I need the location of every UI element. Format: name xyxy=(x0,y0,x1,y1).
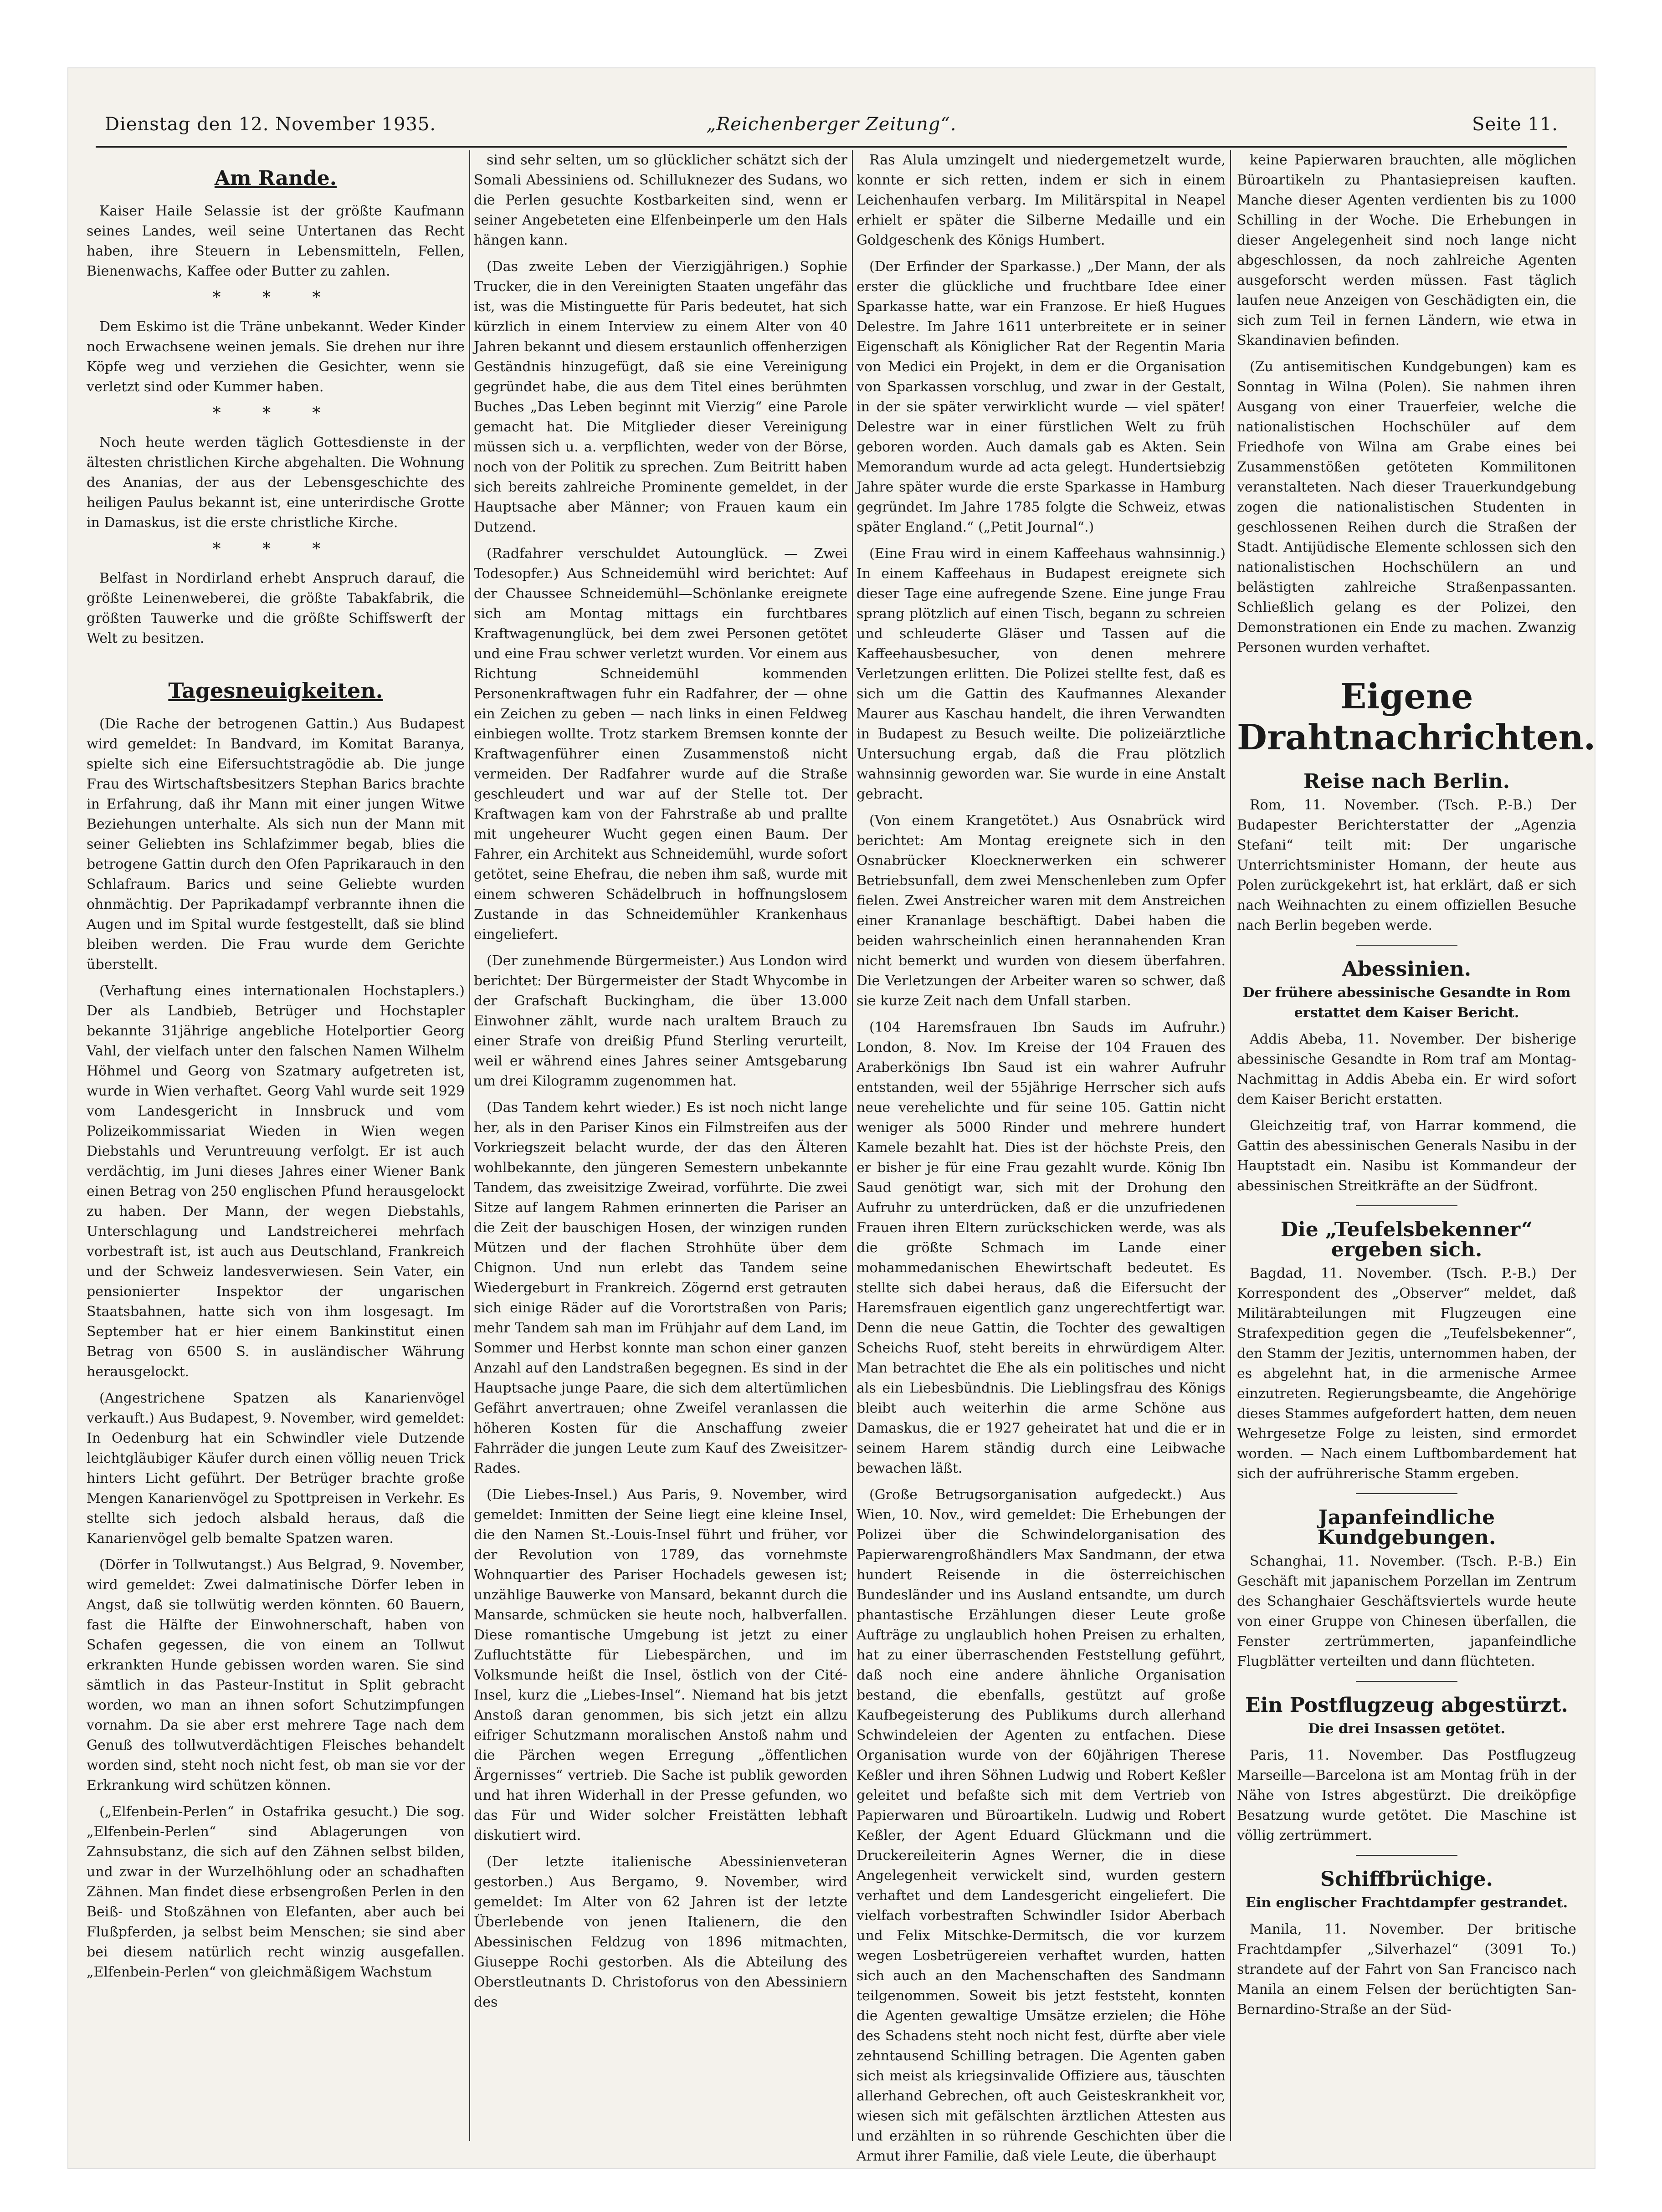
newspaper-title: „Reichenberger Zeitung“. xyxy=(706,114,957,135)
article-paragraph: keine Papierwaren brauchten, alle möglichen Büroartikeln zu Phantasiepreisen kauften. Manche dieser Agenten verdienten bis zu 1000 Schilling in der Woche. Die Erhebungen in dieser Angelegenheit sind noch lange nicht abgeschlossen, da noch zahlreiche Agenten ausgeforscht werden müssen. Fast täglich laufen neue Anzeigen von Geschädigten ein, die sich zum Teil in fernen Ländern, wie etwa in Skandinavien befinden. xyxy=(1237,152,1576,348)
article-paragraph: (Radfahrer verschuldet Autounglück. — Zwei Todesopfer.) Aus Schneidemühl wird berichtet: Auf der Chaussee Schneidemühl—Schönlanke ereignete sich am Montag mittags ein furchtbares Kraftwagenunglück, bei dem zwei Personen getötet und eine Frau schwer verletzt wurden. Vor einem aus Richtung Schneidemühl kommenden Personenkraftwagen fuhr ein Radfahrer, der — ohne ein Zeichen zu geben — nach links in einen Feldweg einbiegen wollte. Trotz starkem Bremsen konnte der Kraftwagenführer einen Zusammenstoß nicht vermeiden. Der Radfahrer wurde auf die Straße geschleudert und war auf der Stelle tot. Der Kraftwagen kam von der Fahrstraße ab und prallte mit ungeheurer Wucht gegen einen Baum. Der Fahrer, ein Architekt aus Schneidemühl, wurde sofort getötet, seine Ehefrau, die neben ihm saß, wurde mit einem schweren Schädelbruch in hoffnungslosem Zustande in das Schneidemühler Krankenhaus eingeliefert. xyxy=(474,546,847,942)
issue-date: Dienstag den 12. November 1935. xyxy=(105,114,436,135)
article-paragraph: Gleichzeitig traf, von Harrar kommend, die Gattin des abessinischen Generals Nasibu in der Hauptstadt ein. Nasibu ist Kommandeur der abessinischen Streitkräfte an der Südfront. xyxy=(1237,1118,1576,1194)
article-paragraph: (Von einem Krangetötet.) Aus Osnabrück wird berichtet: Am Montag ereignete sich in den Osnabrücker Kloecknerwerken ein schwerer Betriebsunfall, dem zwei Menschenleben zum Opfer fielen. Zwei Anstreicher waren mit dem Anstreichen einer Krananlage beschäftigt. Dabei haben die beiden wahrscheinlich einen herannahenden Kran nicht bemerkt und wurden von diesem überfahren. Die Verletzungen der Arbeiter waren so schwer, daß sie kurze Zeit nach dem Unfall starben. xyxy=(857,813,1226,1009)
separator-stars: * * * xyxy=(212,404,339,423)
news-headline: Ein Postflugzeug abgestürzt. xyxy=(1245,1694,1568,1717)
column-divider xyxy=(469,150,470,2141)
article-paragraph: Ras Alula umzingelt und niedergemetzelt wurde, konnte er sich retten, indem er sich in einem Leichenhaufen verbarg. Im Militärspital in Neapel erhielt er später die Silberne Medaille und ein Goldgeschenk des Königs Humbert. xyxy=(857,152,1226,248)
news-subheadline: Ein englischer Frachtdampfer gestrandet. xyxy=(1245,1895,1568,1911)
page-number: Seite 11. xyxy=(1472,114,1558,135)
tagesneuigkeiten-heading: Tagesneuigkeiten. xyxy=(168,678,383,703)
column-divider xyxy=(1230,150,1231,2141)
article-paragraph: (Angestrichene Spatzen als Kanarienvögel verkauft.) Aus Budapest, 9. November, wird gemeldet: In Oedenburg hat ein Schwindler viele Dutzende leichtgläubiger Käufer durch einen völlig neuen Trick hinters Licht geführt. Der Betrüger brachte große Mengen Kanarienvögel zu Spottpreisen in Verkehr. Es stellte sich jedoch alsbald heraus, daß die Kanarienvögel gelb bemalte Spatzen waren. xyxy=(87,1390,465,1546)
article-paragraph: Bagdad, 11. November. (Tsch. P.-B.) Der Korrespondent des „Observer“ meldet, daß Militärabteilungen mit Flugzeugen eine Strafexpedition gegen die „Teufelsbekenner“, den Stamm der Jezitis, unternommen haben, der es abgelehnt hat, in die armenische Armee einzutreten. Regierungsbeamte, die Angehörige dieses Stammes aufgefordert hatten, dem neuen Wehrgesetze Folge zu leisten, sind ermordet worden. — Nach einem Luftbombardement hat sich der aufrührerische Stamm ergeben. xyxy=(1237,1265,1576,1482)
article-paragraph: (Dörfer in Tollwutangst.) Aus Belgrad, 9. November, wird gemeldet: Zwei dalmatinische Dörfer leben in Angst, daß sie tollwütig werden könnten. 60 Bauern, fast die Hälfte der Einwohnerschaft, haben von Schafen gegessen, die von einem an Tollwut erkrankten Hunde gebissen worden waren. Sie sind sämtlich in das Pasteur-Institut in Split gebracht worden, wo man an ihnen sofort Schutzimpfungen vornahm. Da sie aber erst mehrere Tage nach dem Genuß des tollwutverdächtigen Fleisches behandelt worden sind, steht noch nicht fest, ob man sie vor der Erkrankung wird schützen können. xyxy=(87,1557,465,1793)
separator-line xyxy=(1356,1205,1458,1206)
separator-line xyxy=(1356,945,1458,946)
news-headline: Schiffbrüchige. xyxy=(1320,1868,1493,1891)
article-paragraph: (Eine Frau wird in einem Kaffeehaus wahnsinnig.) In einem Kaffeehaus in Budapest ereignete sich dieser Tage eine aufregende Szene. Eine junge Frau sprang plötzlich auf einen Tisch, begann zu schreien und schleuderte Gläser und Tassen auf die Kaffeehausbesucher, von denen mehrere Verletzungen erlitten. Die Polizei stellte fest, daß es sich um die Gattin des Kaufmannes Alexander Maurer aus Kaschau handelt, die ihren Verwandten in Budapest zu Besuch weilte. Die polizeiärztliche Untersuchung ergab, daß die Frau plötzlich wahnsinnig geworden war. Sie wurde in eine Anstalt gebracht. xyxy=(857,546,1226,802)
article-paragraph: Paris, 11. November. Das Postflugzeug Marseille—Barcelona ist am Montag früh in der Nähe von Istres abgestürzt. Die dreiköpfige Besatzung wurde getötet. Die Maschine ist völlig zertrümmert. xyxy=(1237,1747,1576,1843)
article-paragraph: (Der zunehmende Bürgermeister.) Aus London wird berichtet: Der Bürgermeister der Stadt Whycombe in der Grafschaft Buckingham, die über 13.000 Einwohner zählt, wurde nach uraltem Brauch zu einer Strafe von dreißig Pfund Sterling verurteilt, weil er während eines Jahres seiner Amtsgebarung um drei Kilogramm zugenommen hat. xyxy=(474,953,847,1089)
article-paragraph: (104 Haremsfrauen Ibn Sauds im Aufruhr.) London, 8. Nov. Im Kreise der 104 Frauen des Araberkönigs Ibn Saud ist ein wahrer Aufruhr entstanden, weil der 55jährige Herrscher sich aufs neue verehelichte und für seine 105. Gattin nicht weniger als 5000 Rinder und mehrere hundert Kamele bezahlt hat. Dies ist der höchste Preis, den er bisher je für eine Frau gezahlt wurde. König Ibn Saud genötigt war, sich mit der Drohung den Aufruhr zu unterdrücken, daß er die unzufriedenen Frauen ihren Eltern zurückschicken werde, was als die größte Schmach im Lande einer mohammedanischen Ehewirtschaft bedeutet. Es stellte sich dabei heraus, daß die Eifersucht der Haremsfrauen eigentlich ganz ungerechtfertigt war. Denn die neue Gattin, die Tochter des gewaltigen Scheichs Ruof, steht bereits in ehrwürdigem Alter. Man betrachtet die Ehe als ein politisches und nicht als ein Liebesbündnis. Die Lieblingsfrau des Königs bleibt auch weiterhin die arme Schöne aus Damaskus, die er 1927 geheiratet hat und die er in seinem Harem ständig durch eine Leibwache bewachen läßt. xyxy=(857,1019,1226,1476)
article-paragraph: (Der Erfinder der Sparkasse.) „Der Mann, der als erster die glückliche und fruchtbare Idee einer Sparkasse hatte, war ein Franzose. Er hieß Hugues Delestre. Im Jahre 1611 unterbreitete er in seiner Eigenschaft als Königlicher Rat der Regentin Maria von Medici ein Projekt, in dem er die Organisation von Sparkassen vorschlug, und zwar in der Gestalt, in der sie später verwirklicht wurde — viel später! Delestre war in einer fürstlichen Welt zu früh geboren worden. Auch damals gab es Akten. Sein Memorandum wurde ad acta gelegt. Hundertsiebzig Jahre später wurde die erste Sparkasse in Hamburg gegründet. Im Jahre 1785 folgte die Schweiz, etwas später England.“ („Petit Journal“.) xyxy=(857,259,1226,535)
news-subheadline: Die drei Insassen getötet. xyxy=(1308,1721,1506,1737)
article-paragraph: (Verhaftung eines internationalen Hochstaplers.) Der als Landbieb, Betrüger und Hochstapler bekannte 31jährige angebliche Hotelportier Georg Vahl, der vielfach unter den falschen Namen Wilhelm Höhmel und Georg von Szatmary aufgetreten ist, wurde in Wien verhaftet. Georg Vahl wurde seit 1929 vom Landesgericht in Innsbruck und vom Polizeikommissariat Wieden in Wien wegen Diebstahls und Veruntreuung verfolgt. Er ist auch verdächtig, im Juni dieses Jahres einer Wiener Bank einen Betrag von 250 englischen Pfund herausgelockt zu haben. Der Mann, der wegen Diebstahls, Unterschlagung und Landstreicherei mehrfach vorbestraft ist, ist auch aus Deutschland, Frankreich und der Schweiz landesverwiesen. Sein Vater, ein pensionierter Inspektor der ungarischen Staatsbahnen, hatte sich von ihm losgesagt. Im September hat er hier einem Bankinstitut einen Betrag von 6500 S. in ausländischer Währung herausgelockt. xyxy=(87,983,465,1380)
article-paragraph: (Der letzte italienische Abessinienveteran gestorben.) Aus Bergamo, 9. November, wird gemeldet: Im Alter von 62 Jahren ist der letzte Überlebende von jenen Italienern, die den Abessinischen Feldzug von 1896 mitmachten, Giuseppe Rochi gestorben. Als die Abteilung des Oberstleutnants D. Christoforus von den Abessiniern des xyxy=(474,1854,847,2010)
news-headline: Abessinien. xyxy=(1342,958,1472,981)
article-paragraph: Dem Eskimo ist die Träne unbekannt. Weder Kinder noch Erwachsene weinen jemals. Sie drehen nur ihre Köpfe weg und verziehen die Gesichter, wenn sie verletzt sind oder Kummer haben. xyxy=(87,319,465,395)
article-paragraph: Schanghai, 11. November. (Tsch. P.-B.) Ein Geschäft mit japanischem Porzellan im Zentrum des Schanghaier Geschäftsviertels wurde heute von einer Gruppe von Chinesen überfallen, die Fenster zertrümmerten, japanfeindliche Flugblätter verteilten und dann flüchteten. xyxy=(1237,1553,1576,1669)
separator-line xyxy=(1356,1855,1458,1856)
news-subheadline: Der frühere abessinische Gesandte in Rom erstattet dem Kaiser Bericht. xyxy=(1242,985,1571,1021)
separator-line xyxy=(1356,1681,1458,1682)
article-paragraph: Addis Abeba, 11. November. Der bisherige abessinische Gesandte in Rom traf am Montag-Nachmittag in Addis Abeba ein. Er wird sofort dem Kaiser Bericht erstatten. xyxy=(1237,1031,1576,1107)
article-paragraph: (Die Rache der betrogenen Gattin.) Aus Budapest wird gemeldet: In Bandvard, im Komitat Baranya, spielte sich eine Eifersuchtstragödie ab. Die junge Frau des Wirtschaftsbesitzers Stephan Barics brachte in Erfahrung, daß ihr Mann mit einer jungen Witwe Beziehungen unterhalte. Als sich nun der Mann mit seiner Geliebten ins Schlafzimmer begab, blies die betrogene Gattin durch den Ofen Paprikarauch in den Schlafraum. Barics und seine Geliebte wurden ohnmächtig. Der Paprikadampf verbrannte ihnen die Augen und im Spital wurde festgestellt, daß sie blind bleiben werden. Die Frau wurde dem Gerichte überstellt. xyxy=(87,716,465,973)
column-1 xyxy=(87,150,465,2141)
separator-stars: * * * xyxy=(212,288,339,307)
news-headline: Reise nach Berlin. xyxy=(1303,770,1510,793)
article-paragraph: Kaiser Haile Selassie ist der größte Kaufmann seines Landes, weil seine Untertanen das Recht haben, ihre Steuern in Lebensmitteln, Fellen, Bienenwachs, Kaffee oder Butter zu zahlen. xyxy=(87,203,465,279)
news-headline: Die „Teufelsbekenner“ ergeben sich. xyxy=(1280,1218,1533,1261)
separator-stars: * * * xyxy=(212,540,339,558)
article-paragraph: (Zu antisemitischen Kundgebungen) kam es Sonntag in Wilna (Polen). Sie nahmen ihren Ausgang von einer Trauerfeier, welche die nationalistischen Hochschüler auf dem Friedhofe von Wilna am Grabe eines bei Zusammenstößen getöteten Kommilitonen veranstalteten. Nach dieser Trauerkundgebung zogen die nationalistischen Studenten in geschlossenen Reihen durch die Straßen der Stadt. Antijüdische Elemente schlossen sich den nationalistischen Hochschülern an und belästigten zahlreiche Straßenpassanten. Schließlich gelang es der Polizei, den Demonstrationen ein Ende zu machen. Zwanzig Personen wurden verhaftet. xyxy=(1237,359,1576,655)
newspaper-page xyxy=(68,68,1595,2168)
column-4 xyxy=(1237,150,1596,2141)
article-paragraph: Belfast in Nordirland erhebt Anspruch darauf, die größte Leinenweberei, die größte Tabakfabrik, die größten Tauwerke und die größte Schiffswerft der Welt zu besitzen. xyxy=(87,570,465,646)
article-paragraph: Manila, 11. November. Der britische Frachtdampfer „Silverhazel“ (3091 To.) strandete auf der Fahrt von San Francisco nach Manila an einem Felsen der berüchtigten San-Bernardino-Straße an der Süd- xyxy=(1237,1921,1576,2017)
article-paragraph: (Das Tandem kehrt wieder.) Es ist noch nicht lange her, als in den Pariser Kinos ein Filmstreifen aus der Vorkriegszeit belacht wurde, der das den Älteren wohlbekannte, den jüngeren Semestern unbekannte Tandem, das zweisitzige Zweirad, vorführte. Die zwei Sitze auf langem Rahmen erinnerten die Pariser an die Zeit der bauschigen Hosen, der winzigen runden Mützen und der flachen Strohhüte über dem Chignon. Und nun erlebt das Tandem seine Wiedergeburt in Frankreich. Zögernd erst getrauten sich einige Räder auf die Vorortstraßen von Paris; mehr Tandem sah man im Frühjahr auf dem Land, im Sommer und Herbst konnte man schon einer ganzen Anzahl auf den Landstraßen begegnen. Es sind in der Hauptsache junge Paare, die sich dem altertümlichen Gefährt anvertrauen; ohne Zweifel veranlassen die höheren Kosten für die Anschaffung zweier Fahrräder die jungen Leute zum Kauf des Zweisitzer-Rades. xyxy=(474,1100,847,1476)
article-paragraph: Rom, 11. November. (Tsch. P.-B.) Der Budapester Berichterstatter der „Agenzia Stefani“ teilt mit: Der ungarische Unterrichtsminister Homann, der heute aus Polen zurückgekehrt ist, hat erklärt, daß er sich nach Weihnachten zu einem offiziellen Besuche nach Berlin begeben werde. xyxy=(1237,797,1576,933)
header-rule xyxy=(96,146,1567,148)
article-paragraph: Noch heute werden täglich Gottesdienste in der ältesten christlichen Kirche abgehalten. Die Wohnung des Ananias, der aus der Lebensgeschichte des heiligen Paulus bekannt ist, eine unterirdische Grotte in Damaskus, ist die erste christliche Kirche. xyxy=(87,435,465,531)
separator-line xyxy=(1356,1493,1458,1494)
page-header xyxy=(105,114,1558,146)
article-paragraph: (Die Liebes-Insel.) Aus Paris, 9. November, wird gemeldet: Inmitten der Seine liegt eine kleine Insel, die den Namen St.-Louis-Insel führt und früher, vor der Revolution von 1789, das vornehmste Wohnquartier des Pariser Hochadels gewesen ist; unzählige Bauwerke von Mansard, bekannt durch die Mansarde, schmücken sie heute noch, halbverfallen. Diese romantische Umgebung ist jetzt zu einer Zufluchtstätte für Liebespärchen, und im Volksmunde heißt die Insel, östlich von der Cité-Insel, kurz die „Liebes-Insel“. Niemand hat bis jetzt Anstoß daran genommen, bis sich jetzt ein allzu eifriger Schutzmann moralischen Anstoß nahm und die Pärchen wegen Erregung „öffentlichen Ärgernisses“ vertrieb. Die Sache ist publik geworden und hat ihren Widerhall in der Presse gefunden, wo das Für und Wider solcher Freistätten lebhaft diskutiert wird. xyxy=(474,1487,847,1843)
column-3 xyxy=(857,150,1226,2164)
article-paragraph: (Große Betrugsorganisation aufgedeckt.) Aus Wien, 10. Nov., wird gemeldet: Die Erhebungen der Polizei über die Schwindelorganisation des Papierwarengroßhändlers Max Sandmann, der etwa hundert Reisende in die österreichischen Bundesländer und ins Ausland entsandte, um durch phantastische Erzählungen dieser Leute große Aufträge zu unglaublich hohen Preisen zu erhalten, hat zu einer überraschenden Feststellung geführt, daß noch eine andere ähnliche Organisation bestand, die ebenfalls, gestützt auf große Kaufbegeisterung des Publikums durch allerhand Schwindeleien der Agenten zu entfachen. Diese Organisation wurde von der 60jährigen Therese Keßler und ihren Söhnen Ludwig und Robert Keßler geleitet und befaßte sich mit dem Vertrieb von Papierwaren und Büroartikeln. Ludwig und Robert Keßler, der Agent Eduard Glückmann und die Druckereileiterin Agnes Werner, die in diese Angelegenheit verwickelt sind, wurden gestern verhaftet und dem Landesgericht eingeliefert. Die vielfach vorbestraften Schwindler Isidor Aberbach und Felix Mitschke-Dermitsch, die vor kurzem wegen Losbetrügereien verhaftet wurden, hatten sich auch an den Machenschaften des Sandmann teilgenommen. Soweit bis jetzt feststeht, konnten die Agenten gewaltige Umsätze erzielen; die Höhe des Schadens steht noch nicht fest, dürfte aber viele zehntausend Schilling betragen. Die Agenten gaben sich meist als kriegsinvalide Offiziere aus, täuschten allerhand Gebrechen, oft auch Geisteskrankheit vor, wiesen sich mit gefälschten ärztlichen Attesten aus und erzählten in so rührende Geschichten über die Armut ihrer Familie, daß viele Leute, die überhaupt xyxy=(857,1487,1226,2164)
column-divider xyxy=(852,150,853,2141)
article-paragraph: („Elfenbein-Perlen“ in Ostafrika gesucht.) Die sog. „Elfenbein-Perlen“ sind Ablagerungen von Zahnsubstanz, die sich auf den Zähnen selbst bilden, und zwar in der Wurzelhöhlung oder an schadhaften Zähnen. Man findet diese erbsengroßen Perlen in den Beiß- und Stoßzähnen von Elefanten, aber auch bei Flußpferden, ja selbst beim Menschen; sie sind aber bei diesem natürlich recht winzig ausgefallen. „Elfenbein-Perlen“ von gleichmäßigem Wachstum xyxy=(87,1804,465,1980)
article-paragraph: sind sehr selten, um so glücklicher schätzt sich der Somali Abessiniens od. Schilluknezer des Sudans, wo die Perlen gesuchte Kostbarkeiten sind, wenn er seiner Angebeteten eine Elfenbeinperle um den Hals hängen kann. xyxy=(474,152,847,248)
news-headline: Japanfeindliche Kundgebungen. xyxy=(1317,1506,1496,1549)
eigene-drahtnachrichten-heading: Eigene Drahtnachrichten. xyxy=(1237,676,1596,758)
am-rande-heading: Am Rande. xyxy=(214,167,337,190)
column-2 xyxy=(474,150,847,2141)
article-paragraph: (Das zweite Leben der Vierzigjährigen.) Sophie Trucker, die in den Vereinigten Staaten ungefähr das ist, was die Mistinguette für Paris bedeutet, hat sich kürzlich in einem Interview zu einem Alter von 40 Jahren bekannt und diesem erstaunlich offenherzigen Geständnis hinzugefügt, daß sie eine Vereinigung gegründet habe, die aus dem Titel eines berühmten Buches „Das Leben beginnt mit Vierzig“ eine Parole gemacht hat. Die Mitglieder dieser Vereinigung müssen sich u. a. verpflichten, weder von der Börse, noch von der Politik zu sprechen. Zum Beitritt haben sich bereits zahlreiche Prominente gemeldet, in der Hauptsache aber Männer; von Frauen kaum ein Dutzend. xyxy=(474,259,847,535)
